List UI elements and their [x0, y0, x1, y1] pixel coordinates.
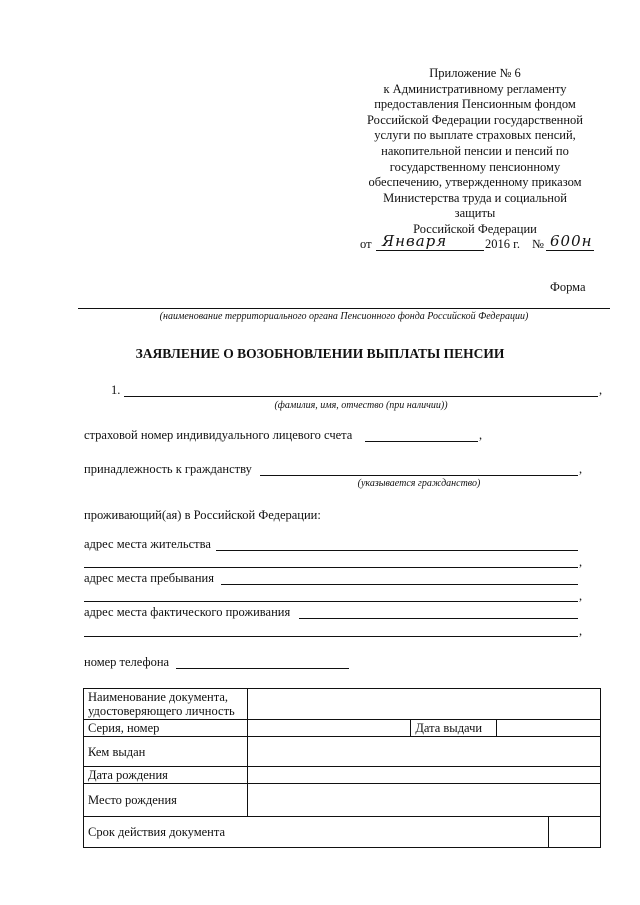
address-residence-field[interactable] [216, 550, 578, 551]
residing-label: проживающий(ая) в Российской Федерации: [84, 508, 321, 522]
address-actual-label: адрес места фактического проживания [84, 605, 291, 619]
appendix-line: Российской Федерации государственной [367, 112, 583, 127]
address-stay-field-line2[interactable] [84, 601, 578, 602]
comma: , [579, 555, 583, 569]
phone-label: номер телефона [84, 655, 170, 669]
appendix-line: услуги по выплате страховых пенсий, [374, 128, 576, 143]
number-underline [546, 250, 594, 251]
appendix-line: Приложение № 6 [429, 66, 521, 80]
comma: , [579, 462, 583, 476]
issue-date-label: Дата выдачи [411, 720, 497, 737]
address-stay-field[interactable] [221, 584, 578, 585]
appendix-line: государственному пенсионному [389, 159, 561, 174]
pfr-name-caption: (наименование территориального органа Пенсионного фонда Российской Федерации) [159, 311, 529, 322]
appendix-line: к Административному регламенту [383, 81, 567, 96]
citizenship-field[interactable] [260, 475, 578, 476]
birth-place-label: Место рождения [84, 784, 248, 817]
series-number-field[interactable] [247, 720, 411, 737]
pfr-name-field[interactable] [78, 308, 610, 309]
snils-field[interactable] [365, 441, 478, 442]
appendix-line: предоставления Пенсионным фондом [374, 97, 576, 112]
citizenship-caption: (указывается гражданство) [357, 478, 481, 489]
doc-name-field[interactable] [247, 689, 600, 720]
address-residence-field-line2[interactable] [84, 567, 578, 568]
document-title: ЗАЯВЛЕНИЕ О ВОЗОБНОВЛЕНИИ ВЫПЛАТЫ ПЕНСИИ [135, 346, 505, 361]
appendix-line: накопительной пенсии и пенсий по [381, 143, 569, 158]
appendix-line: Российской Федерации [413, 221, 537, 236]
birth-place-field[interactable] [247, 784, 600, 817]
validity-label: Срок действия документа [84, 817, 549, 848]
order-date-row [360, 234, 610, 254]
identity-document-table [83, 688, 601, 848]
full-name-caption: (фамилия, имя, отчество (при наличии)) [274, 400, 448, 411]
comma: , [579, 624, 583, 638]
address-actual-field-line2[interactable] [84, 636, 578, 637]
comma: , [479, 428, 483, 442]
issued-by-label: Кем выдан [84, 737, 248, 767]
issued-by-field[interactable] [247, 737, 600, 767]
address-stay-label: адрес места пребывания [84, 571, 214, 585]
form-label: Форма [550, 280, 586, 294]
snils-label: страховой номер индивидуального лицевого счета [84, 428, 353, 442]
address-residence-label: адрес места жительства [84, 537, 211, 551]
birth-date-field[interactable] [247, 767, 600, 784]
full-name-field[interactable] [124, 396, 598, 397]
citizenship-label: принадлежность к гражданству [84, 462, 252, 476]
handwritten-month: Января [382, 232, 448, 250]
handwritten-number: 600н [550, 232, 593, 250]
appendix-line: Министерства труда и социальной [383, 190, 567, 205]
issue-date-field[interactable] [497, 720, 601, 737]
series-number-label: Серия, номер [84, 720, 248, 737]
year-text: 2016 г. [485, 237, 520, 251]
appendix-line: защиты [454, 206, 496, 221]
date-prefix: от [360, 237, 372, 251]
date-underline [376, 250, 484, 251]
comma: , [599, 383, 603, 397]
item-number: 1. [111, 383, 121, 397]
address-actual-field[interactable] [299, 618, 578, 619]
appendix-line: обеспечению, утвержденному приказом [368, 175, 582, 190]
birth-date-label: Дата рождения [84, 767, 248, 784]
phone-field[interactable] [176, 668, 349, 669]
appendix-header [355, 66, 595, 238]
doc-name-label: Наименование документа, удостоверяющего личность [84, 689, 248, 720]
number-sign: № [532, 237, 544, 251]
comma: , [579, 589, 583, 603]
validity-field[interactable] [549, 817, 601, 848]
